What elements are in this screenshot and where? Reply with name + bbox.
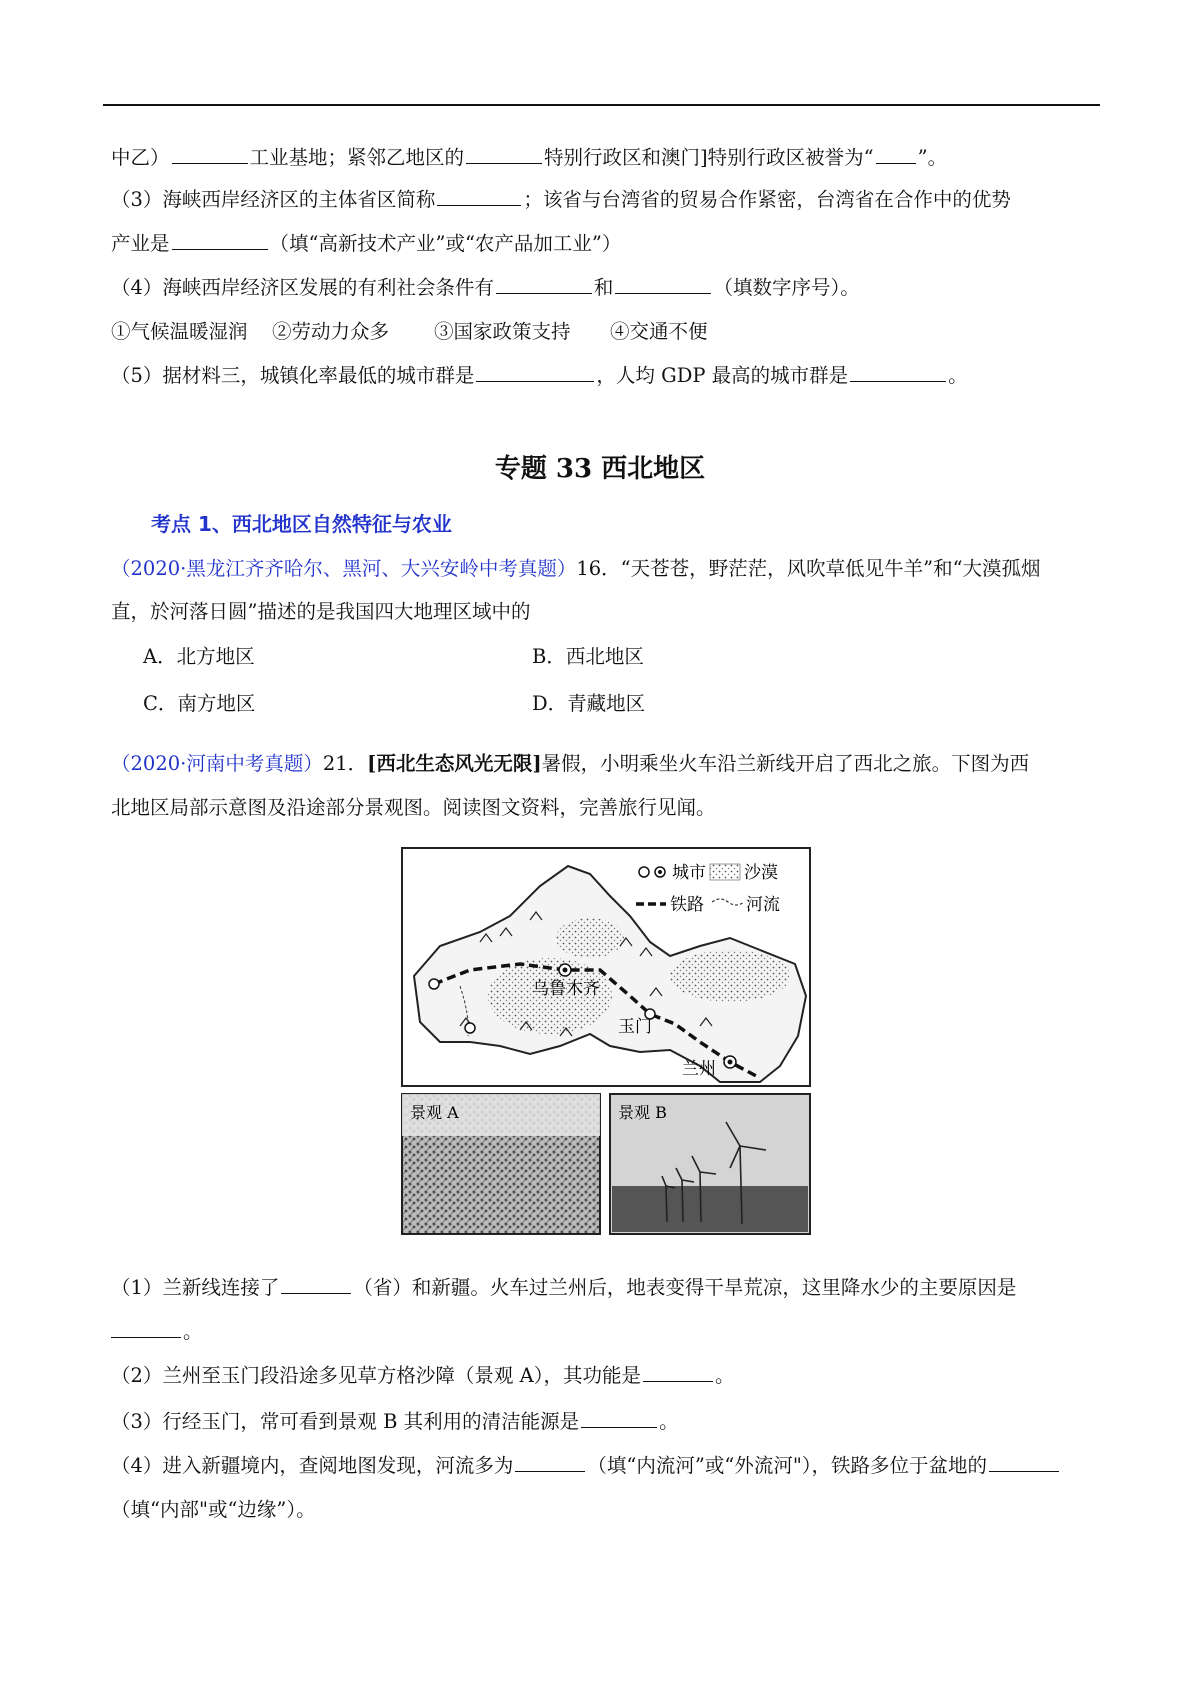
choice-c[interactable]: C．南方地区	[143, 692, 256, 715]
sub-q2	[111, 1362, 734, 1390]
prev-q4	[111, 274, 860, 302]
option-3: ③国家政策支持	[434, 320, 571, 343]
answer-blank[interactable]	[437, 187, 521, 206]
text: 和	[593, 276, 614, 299]
map-panel	[402, 848, 810, 1086]
text: ”。	[917, 146, 948, 169]
answer-blank[interactable]	[466, 145, 542, 164]
answer-blank[interactable]	[476, 363, 594, 382]
legend-city: 城市	[672, 863, 706, 883]
answer-blank[interactable]	[989, 1453, 1059, 1472]
photo-b-label: 景观 B	[618, 1103, 667, 1122]
capital-marker-dot	[563, 968, 568, 973]
sub-q1-line-b	[111, 1318, 203, 1346]
gurbantunggut-desert	[556, 918, 624, 958]
city-label-yumen: 玉门	[618, 1017, 652, 1037]
option-4: ④交通不便	[610, 320, 708, 343]
east-desert	[670, 950, 790, 1002]
photo-landscape-b	[610, 1094, 810, 1234]
answer-blank[interactable]	[172, 145, 248, 164]
answer-blank[interactable]	[615, 275, 711, 294]
legend-desert: 沙漠	[744, 863, 778, 883]
city-label-urumqi: 乌鲁木齐	[532, 979, 600, 999]
sub-q3	[111, 1408, 679, 1436]
text: （3）行经玉门，常可看到景观 B 其利用的清洁能源是	[111, 1410, 580, 1433]
option-1: ①气候温暖湿润	[111, 320, 248, 343]
text: （省）和新疆。火车过兰州后，地表变得干旱荒凉，这里降水少的主要原因是	[353, 1276, 1017, 1299]
q21-line-a	[111, 750, 1029, 778]
text: （5）据材料三，城镇化率最低的城市群是	[111, 364, 475, 387]
question-number: 21．	[322, 752, 368, 775]
text: 产业是	[111, 232, 170, 255]
answer-blank[interactable]	[111, 1319, 181, 1338]
header-rule	[103, 104, 1100, 106]
choice-d[interactable]: D．青藏地区	[532, 692, 646, 715]
answer-blank[interactable]	[876, 145, 916, 164]
q16-line-a	[111, 555, 1041, 583]
city-label-lanzhou: 兰州	[682, 1059, 716, 1079]
legend-railway: 铁路	[670, 895, 704, 915]
q21-source: （2020·河南中考真题）	[111, 752, 323, 775]
answer-blank[interactable]	[643, 1363, 713, 1382]
text: （填“高新技术产业”或“农产品加工业”）	[269, 232, 622, 255]
q16-line-b: 直，於河落日圆”描述的是我国四大地理区域中的	[111, 600, 531, 623]
kaodian-heading: 考点 1、西北地区自然特征与农业	[151, 512, 452, 536]
choice-b[interactable]: B．西北地区	[532, 645, 644, 668]
photo-landscape-a	[402, 1094, 600, 1234]
legend-river: 河流	[746, 895, 780, 915]
prev-q3-line-a	[111, 186, 1011, 214]
text: （填数字序号）。	[713, 276, 860, 299]
text: 特别行政区和澳门]特别行政区被誉为“	[544, 146, 874, 169]
city-marker	[465, 1023, 475, 1033]
answer-blank[interactable]	[515, 1453, 585, 1472]
text: （填“内流河”或“外流河"），铁路多位于盆地的	[587, 1454, 988, 1477]
text: （1）兰新线连接了	[111, 1276, 280, 1299]
answer-blank[interactable]	[581, 1409, 657, 1428]
sub-q4-line-b: （填“内部"或“边缘”）。	[111, 1498, 316, 1521]
text: ，人均 GDP 最高的城市群是	[596, 364, 849, 387]
question-tag: [西北生态风光无限]	[367, 752, 542, 775]
text: （2）兰州至玉门段沿途多见草方格沙障（景观 A），其功能是	[111, 1364, 641, 1387]
text: 16．“天苍苍，野茫茫，风吹草低见牛羊”和“大漠孤烟	[576, 557, 1041, 580]
text: 暑假，小明乘坐火车沿兰新线开启了西北之旅。下图为西	[541, 752, 1030, 775]
text: （3）海峡西岸经济区的主体省区简称	[111, 188, 436, 211]
answer-blank[interactable]	[281, 1275, 351, 1294]
capital-marker-dot	[728, 1060, 733, 1065]
text: ；该省与台湾省的贸易合作紧密，台湾省在合作中的优势	[523, 188, 1011, 211]
photo-a-label: 景观 A	[410, 1103, 459, 1122]
text: 中乙）	[111, 146, 170, 169]
prev-line-1	[111, 144, 947, 172]
answer-blank[interactable]	[850, 363, 946, 382]
text: 。	[183, 1320, 203, 1343]
section-title: 专题 33 西北地区	[494, 454, 706, 484]
text: 。	[948, 364, 968, 387]
q21-line-b: 北地区局部示意图及沿途部分景观图。阅读图文资料，完善旅行见闻。	[111, 796, 716, 819]
option-2: ②劳动力众多	[272, 320, 390, 343]
text: 。	[659, 1410, 679, 1433]
city-marker	[429, 979, 439, 989]
answer-blank[interactable]	[172, 231, 268, 250]
sub-q1-line-a	[111, 1274, 1016, 1302]
q16-source: （2020·黑龙江齐齐哈尔、黑河、大兴安岭中考真题）	[111, 557, 577, 580]
prev-q5	[111, 362, 968, 390]
text: （4）海峡西岸经济区发展的有利社会条件有	[111, 276, 494, 299]
prev-q3-line-b	[111, 230, 621, 258]
sub-q4-line-a	[111, 1452, 1061, 1480]
northwest-map-figure	[400, 846, 812, 1236]
choice-a[interactable]: A．北方地区	[143, 645, 255, 668]
text: 工业基地；紧邻乙地区的	[249, 146, 465, 169]
text: 。	[714, 1364, 735, 1387]
answer-blank[interactable]	[496, 275, 592, 294]
text: （4）进入新疆境内，查阅地图发现，河流多为	[111, 1454, 514, 1477]
